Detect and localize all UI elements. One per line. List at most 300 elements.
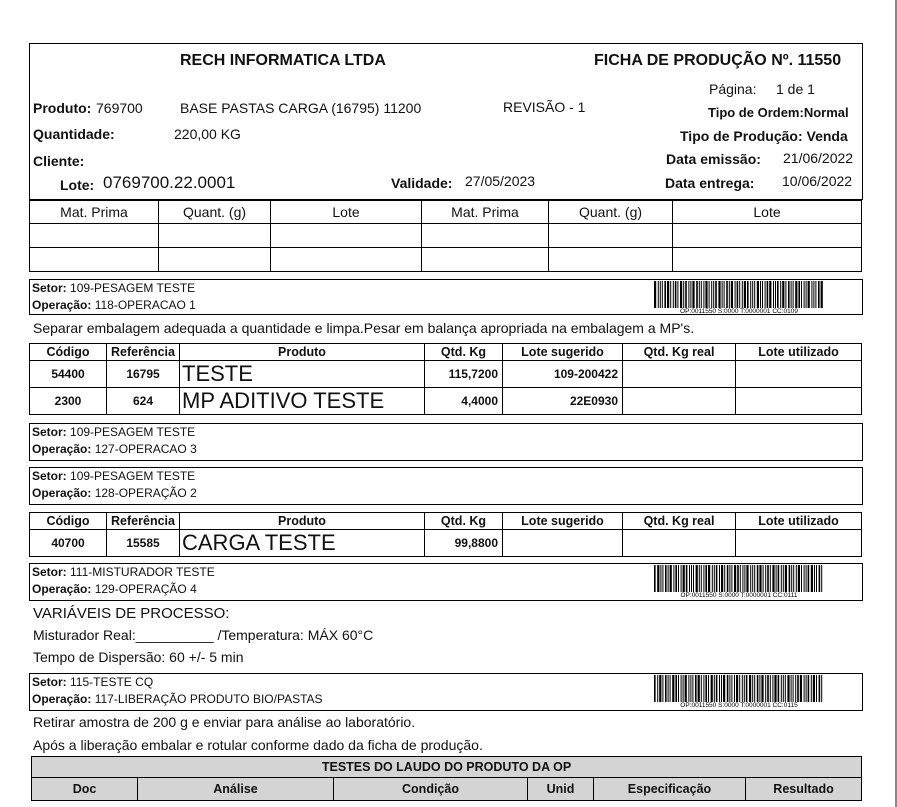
barcode-bar (734, 565, 736, 592)
barcode-bar (796, 565, 797, 592)
barcode-bar (757, 675, 759, 702)
barcode-bar (750, 281, 751, 308)
barcode-bar (675, 675, 677, 702)
barcode-bar (781, 675, 782, 702)
barcode-bar (683, 565, 685, 592)
col-produto: Produto (180, 513, 425, 530)
barcode-bar (714, 565, 715, 592)
barcode-bar (793, 281, 794, 308)
setor-label: Setor: (32, 675, 67, 689)
barcode-bar (715, 281, 717, 308)
barcode-bar (791, 565, 792, 592)
col-qtd-real: Qtd. Kg real (623, 344, 736, 361)
cell-lote-utilizado (736, 530, 862, 557)
barcode-bar (729, 565, 730, 592)
barcode-bar (703, 565, 704, 592)
barcode-bar (746, 565, 748, 592)
barcode-bar (662, 675, 663, 702)
barcode-bar (765, 675, 766, 702)
cell-codigo: 54400 (30, 361, 107, 388)
barcode-bar (785, 675, 786, 702)
tipo-ordem: Tipo de Ordem:Normal (708, 105, 849, 120)
operacao-label: Operação: (32, 298, 92, 312)
barcode-bar (793, 675, 794, 702)
setor-label: Setor: (32, 425, 67, 439)
barcode-bar (757, 565, 759, 592)
barcode-bar (685, 675, 687, 702)
barcode-bar (673, 281, 674, 308)
barcode-bar (660, 281, 661, 308)
barcode-bar (814, 565, 815, 592)
barcode-bar (770, 565, 771, 592)
col-referencia: Referência (107, 513, 180, 530)
process-line: VARIÁVEIS DE PROCESSO: (33, 605, 230, 622)
operacao-label: Operação: (32, 486, 92, 500)
barcode-bar (654, 675, 656, 702)
barcode-bar (816, 565, 817, 592)
barcode-bar (773, 281, 774, 308)
barcode-bar (670, 675, 671, 702)
barcode-bar (778, 565, 780, 592)
barcode-bar (811, 675, 812, 702)
barcode-bar (681, 675, 682, 702)
barcode-bar (670, 565, 672, 592)
barcode-bar (759, 565, 761, 592)
sector-box (29, 467, 863, 505)
barcode-bar (734, 675, 735, 702)
barcode-bar (798, 281, 800, 308)
barcode-bar (808, 281, 810, 308)
barcode-bar (742, 675, 743, 702)
barcode-bar (804, 281, 805, 308)
page-value: 1 de 1 (776, 81, 815, 97)
laudo-title: TESTES DO LAUDO DO PRODUTO DA OP (32, 757, 862, 778)
barcode-bar (760, 281, 761, 308)
quantidade-label: Quantidade: (33, 126, 115, 142)
barcode-bar (787, 675, 789, 702)
cell-lote-sugerido: 22E0930 (503, 388, 623, 415)
table-row (30, 224, 862, 248)
barcode-bar (670, 281, 671, 308)
barcode-bar (668, 565, 669, 592)
sector-box (29, 563, 863, 601)
barcode-bar (746, 675, 748, 702)
barcode-bar (705, 281, 707, 308)
cell-produto: TESTE (180, 361, 425, 388)
barcode-bar (665, 675, 667, 702)
barcode-bar (657, 675, 658, 702)
cell-referencia: 624 (107, 388, 180, 415)
barcode-bar (765, 281, 766, 308)
barcode-bar (774, 675, 776, 702)
barcode-bar (662, 565, 663, 592)
items-table (29, 512, 862, 557)
barcode-bar (740, 565, 741, 592)
validade-label: Validade: (391, 175, 453, 191)
barcode-bar (731, 565, 732, 592)
barcode-bar (680, 281, 682, 308)
operacao-value: 128-OPERAÇÃO 2 (94, 486, 197, 500)
barcode-bar (754, 565, 755, 592)
instruction-text: Separar embalagem adequada a quantidade e limpa.Pesar em balança apropriada na embalagem a MP's. (33, 320, 695, 336)
table-row (30, 361, 862, 388)
cell-lote-utilizado (736, 361, 862, 388)
barcode-bar (722, 281, 723, 308)
barcode-bar (664, 281, 666, 308)
barcode-bar (735, 281, 736, 308)
setor-label: Setor: (32, 281, 67, 295)
col-lote-utilizado: Lote utilizado (736, 344, 862, 361)
laudo-table (31, 756, 862, 801)
barcode-bar (752, 675, 753, 702)
barcode-bar (685, 281, 687, 308)
barcode-bar (723, 675, 725, 702)
barcode-bar (800, 675, 802, 702)
operacao-value: 129-OPERAÇÃO 4 (94, 582, 197, 596)
barcode-bar (678, 675, 679, 702)
barcode-bar (747, 281, 749, 308)
cell-lote-utilizado (736, 388, 862, 415)
barcode-bar (688, 281, 689, 308)
barcode-bar (783, 565, 784, 592)
barcode (654, 565, 824, 599)
barcode-bar (658, 281, 659, 308)
barcode-bar (780, 281, 781, 308)
barcode (654, 281, 824, 315)
barcode-bar (788, 281, 790, 308)
col-qtd-real: Qtd. Kg real (623, 513, 736, 530)
barcode-bar (672, 675, 674, 702)
barcode-bar (690, 281, 691, 308)
barcode-bar (749, 675, 751, 702)
col-codigo: Código (30, 344, 107, 361)
table-row (30, 388, 862, 415)
barcode-bar (696, 281, 698, 308)
quantidade-value: 220,00 KG (174, 126, 241, 142)
barcode-bar (729, 675, 730, 702)
barcode-bar (695, 675, 697, 702)
lote-label: Lote: (60, 177, 95, 193)
barcode-bar (798, 565, 800, 592)
cell-qtd-real (623, 530, 736, 557)
table-row (30, 248, 862, 272)
barcode-bar (677, 281, 678, 308)
barcode-bar (737, 281, 739, 308)
barcode-bar (683, 675, 684, 702)
col-lote: Lote (673, 201, 862, 224)
operacao-label: Operação: (32, 442, 92, 456)
barcode-bar (744, 281, 746, 308)
barcode-bar (692, 281, 694, 308)
barcode-bar (739, 675, 740, 702)
barcode-bar (816, 675, 817, 702)
setor-value: 109-PESAGEM TESTE (70, 469, 196, 483)
barcode-bar (813, 281, 814, 308)
barcode-bar (692, 675, 693, 702)
barcode-bar (791, 281, 792, 308)
barcode-bar (775, 281, 776, 308)
form-title: FICHA DE PRODUÇÃO Nº. 11550 (594, 52, 842, 69)
barcode-bar (686, 565, 688, 592)
barcode-bar (705, 675, 707, 702)
barcode-bar (754, 675, 755, 702)
setor-label: Setor: (32, 469, 67, 483)
col-qtd: Qtd. Kg (425, 344, 503, 361)
operacao-value: 127-OPERACAO 3 (94, 442, 197, 456)
barcode-bar (811, 281, 812, 308)
setor-value: 115-TESTE CQ (70, 675, 154, 689)
barcode-bar (761, 675, 763, 702)
barcode-bar (660, 565, 661, 592)
barcode-bar (712, 565, 713, 592)
col-lote-sugerido: Lote sugerido (503, 344, 623, 361)
cell-produto: CARGA TESTE (180, 530, 425, 557)
produto-label: Produto: (33, 100, 92, 116)
barcode-bar (782, 281, 784, 308)
cell-qtd-real (623, 361, 736, 388)
barcode-bar (718, 281, 720, 308)
barcode-bar (776, 565, 777, 592)
col-qtd: Qtd. Kg (425, 513, 503, 530)
barcode-bar (783, 675, 784, 702)
process-line: Tempo de Dispersão: 60 +/- 5 min (33, 649, 244, 665)
barcode-bar (797, 675, 799, 702)
barcode-bar (806, 281, 807, 308)
barcode-bar (795, 675, 796, 702)
barcode-bar (719, 565, 720, 592)
barcode-bar (750, 565, 751, 592)
barcode-bar (689, 565, 690, 592)
barcode-bar (711, 281, 712, 308)
barcode-bar (701, 675, 702, 702)
barcode-bar (699, 281, 700, 308)
barcode-bar (795, 281, 797, 308)
barcode-bar (667, 281, 669, 308)
barcode-bar (742, 565, 743, 592)
barcode-bar (808, 675, 810, 702)
process-line: Misturador Real:__________ /Temperatura: MÁX 60°C (33, 627, 374, 643)
barcode-bar (742, 281, 743, 308)
barcode-bar (724, 565, 725, 592)
operacao-value: 118-OPERACAO 1 (94, 298, 196, 312)
col-mat-prima: Mat. Prima (422, 201, 549, 224)
barcode-bar (762, 281, 763, 308)
barcode-bar (772, 675, 773, 702)
col-lote: Lote (271, 201, 422, 224)
col-mat-prima: Mat. Prima (30, 201, 159, 224)
barcode-bar (789, 565, 791, 592)
produto-desc: BASE PASTAS CARGA (16795) 11200 (180, 100, 422, 116)
barcode-bar (705, 565, 707, 592)
barcode-bar (781, 565, 782, 592)
data-emissao-value: 21/06/2022 (783, 150, 854, 166)
operacao-label: Operação: (32, 692, 92, 706)
col-quant: Quant. (g) (549, 201, 673, 224)
barcode-bar (688, 675, 689, 702)
barcode-bar (793, 565, 794, 592)
barcode-caption: OP:0011550 S:0000 T:0000001 CC:0109 (680, 308, 798, 315)
barcode-caption: OP:0011550 S:0000 T:0000001 CC:0115 (680, 702, 798, 709)
barcode-bar (737, 565, 739, 592)
col-referencia: Referência (107, 344, 180, 361)
barcode-bar (767, 565, 769, 592)
barcode-bar (711, 675, 713, 702)
barcode-bar (819, 675, 821, 702)
barcode-bar (719, 675, 720, 702)
cliente-label: Cliente: (33, 153, 85, 169)
mat-prima-table (29, 200, 862, 272)
setor-value: 111-MISTURADOR TESTE (70, 565, 215, 579)
barcode-bar (819, 565, 821, 592)
data-entrega-value: 10/06/2022 (782, 173, 853, 189)
barcode-bar (821, 565, 822, 592)
barcode-bar (729, 281, 730, 308)
barcode-bar (821, 675, 822, 702)
barcode-bar (696, 565, 698, 592)
barcode (654, 675, 824, 709)
barcode-bar (763, 565, 764, 592)
barcode-bar (785, 565, 787, 592)
cell-qtd-real (623, 388, 736, 415)
barcode-bar (821, 281, 823, 308)
barcode-bar (744, 675, 745, 702)
col-especificacao: Especificação (594, 778, 746, 801)
barcode-bar (698, 675, 700, 702)
cell-codigo: 2300 (30, 388, 107, 415)
operacao-value: 117-LIBERAÇÃO PRODUTO BIO/PASTAS (94, 692, 323, 706)
barcode-bar (699, 565, 700, 592)
barcode-bar (806, 565, 807, 592)
data-emissao-label: Data emissão: (666, 151, 761, 167)
company-name: RECH INFORMATICA LTDA (180, 52, 386, 69)
barcode-bar (657, 565, 659, 592)
setor-value: 109-PESAGEM TESTE (70, 425, 196, 439)
revisao: REVISÃO - 1 (503, 99, 586, 115)
table-row (30, 530, 862, 557)
barcode-bar (681, 565, 682, 592)
sector-box (29, 423, 863, 461)
cell-qtd: 115,7200 (425, 361, 503, 388)
sector-box (29, 673, 863, 711)
cell-produto: MP ADITIVO TESTE (180, 388, 425, 415)
barcode-bar (659, 675, 661, 702)
barcode-bar (727, 675, 729, 702)
barcode-bar (772, 565, 774, 592)
barcode-bar (714, 675, 715, 702)
barcode-bar (678, 565, 679, 592)
col-doc: Doc (32, 778, 138, 801)
barcode-bar (716, 565, 718, 592)
lote-value: 0769700.22.0001 (103, 173, 236, 192)
cell-qtd: 4,4000 (425, 388, 503, 415)
page-label: Página: (709, 81, 757, 97)
barcode-bar (727, 565, 729, 592)
col-condicao: Condição (334, 778, 528, 801)
tipo-producao: Tipo de Produção: Venda (680, 128, 848, 144)
cell-lote-sugerido (503, 530, 623, 557)
barcode-bar (791, 675, 792, 702)
barcode-bar (736, 675, 738, 702)
barcode-bar (731, 281, 733, 308)
barcode-bar (757, 281, 759, 308)
barcode-bar (752, 281, 753, 308)
barcode-bar (739, 281, 740, 308)
barcode-bar (716, 675, 718, 702)
data-entrega-label: Data entrega: (665, 175, 755, 191)
cell-qtd: 99,8800 (425, 530, 503, 557)
cell-referencia: 15585 (107, 530, 180, 557)
barcode-bar (815, 281, 816, 308)
barcode-bar (690, 675, 691, 702)
barcode-bar (703, 281, 704, 308)
barcode-bar (726, 281, 728, 308)
barcode-bar (754, 281, 755, 308)
sector-box (29, 279, 863, 315)
barcode-bar (744, 565, 745, 592)
barcode-bar (675, 281, 677, 308)
barcode-bar (713, 281, 714, 308)
barcode-bar (703, 675, 704, 702)
barcode-bar (673, 565, 674, 592)
barcode-bar (818, 281, 820, 308)
barcode-bar (654, 281, 656, 308)
barcode-bar (731, 675, 732, 702)
barcode-bar (721, 675, 722, 702)
barcode-bar (752, 565, 753, 592)
setor-label: Setor: (32, 565, 67, 579)
barcode-bar (708, 675, 709, 702)
col-quant: Quant. (g) (159, 201, 271, 224)
barcode-bar (808, 565, 810, 592)
col-produto: Produto (180, 344, 425, 361)
barcode-bar (811, 565, 813, 592)
col-lote-utilizado: Lote utilizado (736, 513, 862, 530)
barcode-bar (785, 281, 786, 308)
barcode-bar (665, 565, 667, 592)
barcode-bar (765, 565, 766, 592)
barcode-bar (813, 675, 815, 702)
barcode-bar (709, 281, 710, 308)
barcode-bar (777, 281, 779, 308)
barcode-bar (724, 281, 725, 308)
cell-referencia: 16795 (107, 361, 180, 388)
barcode-bar (721, 565, 723, 592)
cell-lote-sugerido: 109-200422 (503, 361, 623, 388)
barcode-bar (701, 565, 702, 592)
col-resultado: Resultado (746, 778, 862, 801)
col-codigo: Código (30, 513, 107, 530)
cq-line: Após a liberação embalar e rotular conforme dado da ficha de produção. (33, 737, 483, 753)
operacao-label: Operação: (32, 582, 92, 596)
barcode-bar (693, 565, 694, 592)
barcode-bar (767, 675, 769, 702)
barcode-bar (691, 565, 692, 592)
barcode-bar (683, 281, 684, 308)
cq-line: Retirar amostra de 200 g e enviar para análise ao laboratório. (33, 714, 416, 730)
produto-code: 769700 (96, 100, 143, 116)
barcode-bar (770, 675, 771, 702)
barcode-bar (668, 675, 669, 702)
barcode-caption: OP:0011550 S:0000 T:0000001 CC:0111 (680, 592, 798, 599)
barcode-bar (759, 675, 760, 702)
items-table (29, 343, 862, 415)
barcode-bar (804, 675, 805, 702)
barcode-bar (701, 281, 702, 308)
barcode-bar (801, 565, 802, 592)
barcode-bar (675, 565, 677, 592)
barcode-bar (654, 565, 656, 592)
barcode-bar (769, 281, 771, 308)
